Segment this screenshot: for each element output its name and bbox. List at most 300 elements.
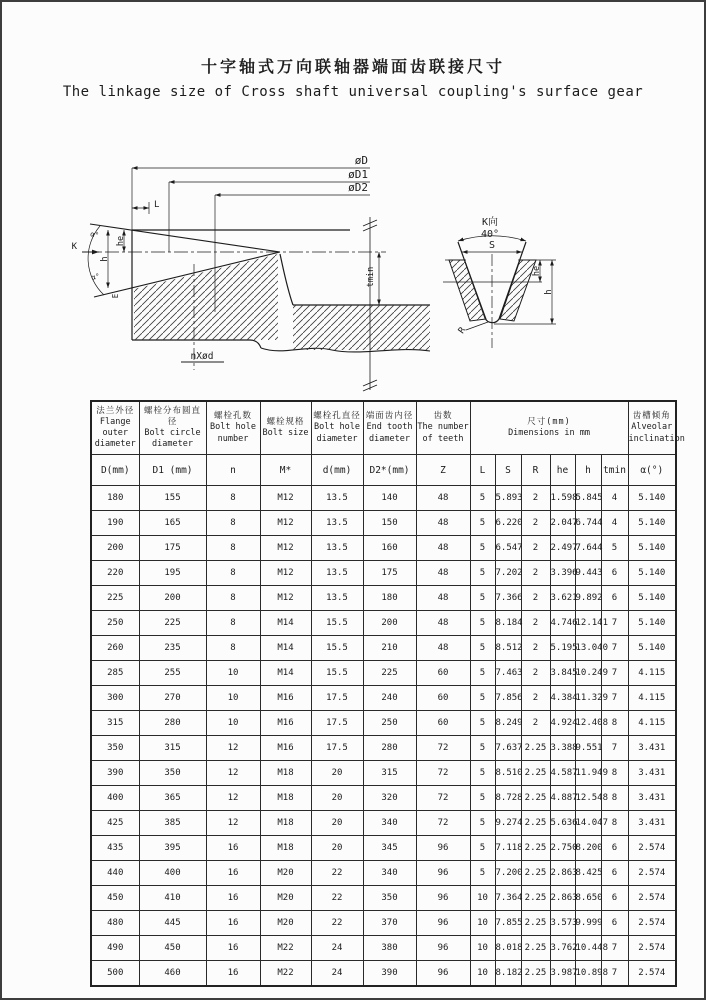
- table-cell: 48: [416, 636, 470, 661]
- table-cell: 11.329: [575, 686, 601, 711]
- table-cell: 2: [521, 536, 550, 561]
- symbol-r: R: [521, 455, 550, 486]
- table-cell: 12.141: [575, 611, 601, 636]
- table-cell: 4.115: [628, 711, 676, 736]
- table-cell: 9.551: [575, 736, 601, 761]
- table-cell: 260: [91, 636, 139, 661]
- table-cell: 2: [521, 686, 550, 711]
- table-cell: 445: [139, 911, 206, 936]
- table-cell: 7.366: [495, 586, 521, 611]
- table-row: [91, 736, 676, 761]
- table-cell: 96: [416, 886, 470, 911]
- table-cell: 5: [470, 511, 495, 536]
- table-cell: 5.140: [628, 561, 676, 586]
- table-cell: 340: [363, 861, 416, 886]
- table-cell: 10: [470, 911, 495, 936]
- table-cell: 2: [521, 711, 550, 736]
- table-cell: 17.5: [311, 686, 363, 711]
- table-row: [91, 786, 676, 811]
- table-cell: M18: [260, 786, 311, 811]
- table-cell: 16: [206, 936, 260, 961]
- table-cell: 160: [363, 536, 416, 561]
- table-cell: 10: [470, 961, 495, 987]
- table-row: [91, 561, 676, 586]
- table-cell: 285: [91, 661, 139, 686]
- table-row: [91, 511, 676, 536]
- table-cell: 5.140: [628, 511, 676, 536]
- table-cell: 6.547: [495, 536, 521, 561]
- table-cell: 10.249: [575, 661, 601, 686]
- table-cell: 3.762: [550, 936, 575, 961]
- table-cell: 1.598: [550, 486, 575, 511]
- table-cell: 2.574: [628, 886, 676, 911]
- table-row: [91, 761, 676, 786]
- table-cell: 7.202: [495, 561, 521, 586]
- symbol-d-small: d(mm): [311, 455, 363, 486]
- dim-label-h-left: h: [100, 256, 110, 262]
- table-cell: 15.5: [311, 661, 363, 686]
- table-cell: M12: [260, 561, 311, 586]
- table-cell: 12.408: [575, 711, 601, 736]
- table-cell: 180: [363, 586, 416, 611]
- table-row: [91, 686, 676, 711]
- table-cell: 22: [311, 886, 363, 911]
- table-cell: 165: [139, 511, 206, 536]
- table-cell: 10: [470, 936, 495, 961]
- table-cell: 4.384: [550, 686, 575, 711]
- table-cell: 200: [363, 611, 416, 636]
- table-cell: 9.999: [575, 911, 601, 936]
- table-cell: 200: [91, 536, 139, 561]
- table-cell: M22: [260, 961, 311, 987]
- table-cell: 5: [470, 736, 495, 761]
- table-cell: 22: [311, 861, 363, 886]
- table-cell: 13.5: [311, 536, 363, 561]
- table-cell: 2: [521, 636, 550, 661]
- table-cell: 5.636: [550, 811, 575, 836]
- view-label-k: K向: [481, 217, 499, 228]
- table-cell: 2.25: [521, 911, 550, 936]
- table-cell: 96: [416, 836, 470, 861]
- table-cell: 72: [416, 736, 470, 761]
- dim-label-tmin: tmin: [366, 266, 376, 288]
- table-cell: 8.425: [575, 861, 601, 886]
- table-cell: 340: [363, 811, 416, 836]
- symbol-he: he: [550, 455, 575, 486]
- table-cell: 2.25: [521, 936, 550, 961]
- table-cell: 175: [363, 561, 416, 586]
- table-cell: 280: [139, 711, 206, 736]
- table-cell: 9.274: [495, 811, 521, 836]
- table-row: [91, 936, 676, 961]
- table-cell: 2.574: [628, 836, 676, 861]
- table-cell: 8.512: [495, 636, 521, 661]
- table-row: [91, 486, 676, 511]
- table-cell: 440: [91, 861, 139, 886]
- table-cell: M14: [260, 636, 311, 661]
- table-cell: 13.5: [311, 561, 363, 586]
- table-cell: 3.431: [628, 811, 676, 836]
- table-row: [91, 611, 676, 636]
- dim-label-od1: øD1: [348, 168, 368, 181]
- table-cell: 435: [91, 836, 139, 861]
- table-cell: M12: [260, 511, 311, 536]
- table-cell: 2: [521, 511, 550, 536]
- table-cell: M12: [260, 536, 311, 561]
- table-cell: 8: [601, 786, 628, 811]
- table-cell: 7.855: [495, 911, 521, 936]
- table-cell: 3.431: [628, 761, 676, 786]
- table-cell: 60: [416, 711, 470, 736]
- table-cell: 2: [521, 561, 550, 586]
- table-cell: 7.364: [495, 886, 521, 911]
- symbol-d: D(mm): [91, 455, 139, 486]
- title-block: [2, 54, 704, 100]
- table-cell: 7.463: [495, 661, 521, 686]
- table-cell: 225: [139, 611, 206, 636]
- table-cell: 96: [416, 861, 470, 886]
- table-cell: 8: [206, 486, 260, 511]
- table-cell: 2.25: [521, 886, 550, 911]
- table-cell: 410: [139, 886, 206, 911]
- table-cell: 8.249: [495, 711, 521, 736]
- table-cell: 5: [470, 836, 495, 861]
- dim-label-l: L: [154, 200, 160, 210]
- table-cell: 2: [521, 661, 550, 686]
- dim-label-he-right: he: [532, 265, 542, 277]
- table-row: [91, 961, 676, 987]
- table-cell: 425: [91, 811, 139, 836]
- table-cell: 490: [91, 936, 139, 961]
- dim-label-od2: øD2: [348, 181, 368, 194]
- table-cell: M20: [260, 911, 311, 936]
- table-cell: 2.863: [550, 861, 575, 886]
- table-cell: 4.587: [550, 761, 575, 786]
- table-cell: 12: [206, 736, 260, 761]
- table-cell: 14.047: [575, 811, 601, 836]
- table-cell: M22: [260, 936, 311, 961]
- table-cell: 350: [363, 886, 416, 911]
- header-bolt-size: 螺栓规格 Bolt size: [260, 401, 311, 455]
- header-alveolar-inclination: 齿槽倾角 Alveolar inclination: [628, 401, 676, 455]
- table-cell: 150: [363, 511, 416, 536]
- table-cell: 6: [601, 836, 628, 861]
- table-cell: 380: [363, 936, 416, 961]
- table-cell: 2: [521, 586, 550, 611]
- table-cell: 2.574: [628, 861, 676, 886]
- table-cell: 48: [416, 561, 470, 586]
- table-cell: 5.140: [628, 611, 676, 636]
- angle-label-alpha-bottom: α°: [90, 272, 101, 282]
- table-cell: 7: [601, 736, 628, 761]
- table-cell: 13.5: [311, 486, 363, 511]
- flange-section-diagram: [82, 168, 430, 391]
- table-body: [91, 486, 676, 987]
- header-bolt-hole-diameter: 螺栓孔直径 Bolt hole diameter: [311, 401, 363, 455]
- table-cell: 10: [206, 686, 260, 711]
- table-cell: 7: [601, 936, 628, 961]
- table-cell: 6: [601, 561, 628, 586]
- table-cell: 3.396: [550, 561, 575, 586]
- table-cell: 16: [206, 886, 260, 911]
- table-cell: 5.140: [628, 586, 676, 611]
- angle-label-alpha-top: α°: [89, 230, 100, 240]
- dim-label-h-right: h: [544, 289, 554, 295]
- table-cell: 8: [206, 586, 260, 611]
- table-cell: 4.115: [628, 686, 676, 711]
- table-cell: 15.5: [311, 611, 363, 636]
- table-cell: 5.893: [495, 486, 521, 511]
- table-row: [91, 586, 676, 611]
- table-cell: 190: [91, 511, 139, 536]
- symbol-tmin: tmin: [601, 455, 628, 486]
- table-cell: 345: [363, 836, 416, 861]
- table-cell: 9.892: [575, 586, 601, 611]
- table-row: [91, 886, 676, 911]
- table-cell: 8.728: [495, 786, 521, 811]
- table-cell: 3.621: [550, 586, 575, 611]
- table-cell: 390: [363, 961, 416, 987]
- symbol-s: S: [495, 455, 521, 486]
- table-cell: 500: [91, 961, 139, 987]
- table-cell: 450: [139, 936, 206, 961]
- table-cell: 140: [363, 486, 416, 511]
- table-cell: 5: [470, 711, 495, 736]
- table-cell: 5: [470, 561, 495, 586]
- table-cell: 7.200: [495, 861, 521, 886]
- table-cell: 8.650: [575, 886, 601, 911]
- table-row: [91, 836, 676, 861]
- symbol-d2: D2*(mm): [363, 455, 416, 486]
- table-cell: 2.25: [521, 786, 550, 811]
- table-cell: 240: [363, 686, 416, 711]
- table-cell: 8: [206, 511, 260, 536]
- table-cell: 48: [416, 586, 470, 611]
- table-cell: 2.25: [521, 811, 550, 836]
- table-cell: 2.574: [628, 961, 676, 987]
- table-cell: 200: [139, 586, 206, 611]
- table-cell: M14: [260, 661, 311, 686]
- table-cell: 96: [416, 961, 470, 987]
- table-cell: 10.448: [575, 936, 601, 961]
- table-cell: 7: [601, 611, 628, 636]
- page-title-english: The linkage size of Cross shaft universal coupling's surface gear: [62, 84, 644, 100]
- table-cell: 5.140: [628, 636, 676, 661]
- table-cell: 11.949: [575, 761, 601, 786]
- table-cell: 7: [601, 686, 628, 711]
- table-cell: 12: [206, 786, 260, 811]
- table-cell: 8.184: [495, 611, 521, 636]
- header-row-groups: [91, 401, 676, 455]
- symbol-d1: D1 (mm): [139, 455, 206, 486]
- table-cell: 315: [363, 761, 416, 786]
- table-cell: 4: [601, 486, 628, 511]
- table-cell: 20: [311, 786, 363, 811]
- table-cell: 235: [139, 636, 206, 661]
- table-cell: 5: [470, 586, 495, 611]
- table-cell: 17.5: [311, 711, 363, 736]
- table-cell: 5: [470, 661, 495, 686]
- table-cell: 4.924: [550, 711, 575, 736]
- table-cell: 12: [206, 761, 260, 786]
- table-cell: 2.25: [521, 861, 550, 886]
- table-cell: 220: [91, 561, 139, 586]
- header-flange-outer-diameter: 法兰外径 Flange outer diameter: [91, 401, 139, 455]
- table-cell: 400: [139, 861, 206, 886]
- table-cell: 175: [139, 536, 206, 561]
- table-cell: 5: [470, 636, 495, 661]
- table-cell: 2.25: [521, 761, 550, 786]
- table-cell: 13.5: [311, 511, 363, 536]
- table-cell: 9.443: [575, 561, 601, 586]
- table-cell: M12: [260, 586, 311, 611]
- table-cell: M12: [260, 486, 311, 511]
- table-cell: 6: [601, 911, 628, 936]
- table-cell: 2: [521, 486, 550, 511]
- table-cell: 2.047: [550, 511, 575, 536]
- symbol-alpha: α(°): [628, 455, 676, 486]
- table-cell: 225: [91, 586, 139, 611]
- table-cell: 20: [311, 811, 363, 836]
- table-cell: M18: [260, 761, 311, 786]
- table-cell: 395: [139, 836, 206, 861]
- table-cell: 72: [416, 761, 470, 786]
- table-cell: M16: [260, 711, 311, 736]
- table-cell: 8.200: [575, 836, 601, 861]
- table-cell: 5: [601, 536, 628, 561]
- table-cell: M16: [260, 686, 311, 711]
- symbol-n: n: [206, 455, 260, 486]
- table-cell: 210: [363, 636, 416, 661]
- bolt-holes-label: nXød: [190, 351, 214, 362]
- table-cell: 300: [91, 686, 139, 711]
- table-cell: 6: [601, 886, 628, 911]
- table-cell: 60: [416, 686, 470, 711]
- dim-label-s: S: [488, 240, 496, 251]
- table-cell: 17.5: [311, 736, 363, 761]
- table-cell: 3.388: [550, 736, 575, 761]
- technical-drawings: [2, 130, 706, 398]
- table-cell: 3.987: [550, 961, 575, 987]
- table-cell: 365: [139, 786, 206, 811]
- header-bolt-circle-diameter: 螺栓分布圆直径 Bolt circle diameter: [139, 401, 206, 455]
- table-cell: 16: [206, 961, 260, 987]
- table-cell: 5: [470, 861, 495, 886]
- table-cell: 8.182: [495, 961, 521, 987]
- table-cell: 7: [601, 661, 628, 686]
- table-cell: 7.856: [495, 686, 521, 711]
- table-cell: 3.573: [550, 911, 575, 936]
- table-cell: 7: [601, 636, 628, 661]
- table-cell: 48: [416, 611, 470, 636]
- dim-label-od: øD: [354, 154, 368, 167]
- table-cell: 48: [416, 536, 470, 561]
- table-row: [91, 711, 676, 736]
- table-cell: 8.018: [495, 936, 521, 961]
- table-cell: 8: [206, 536, 260, 561]
- symbol-z: Z: [416, 455, 470, 486]
- table-row: [91, 661, 676, 686]
- angle-label-40: 40°: [480, 229, 500, 240]
- table-cell: 8: [206, 561, 260, 586]
- table-cell: 5: [470, 811, 495, 836]
- table-cell: M20: [260, 886, 311, 911]
- table-cell: M18: [260, 836, 311, 861]
- table-cell: 10: [206, 661, 260, 686]
- table-cell: 4.115: [628, 661, 676, 686]
- table-cell: 8.510: [495, 761, 521, 786]
- table-cell: 4.746: [550, 611, 575, 636]
- table-cell: 24: [311, 961, 363, 987]
- table-cell: 5.140: [628, 536, 676, 561]
- table-cell: 20: [311, 836, 363, 861]
- table-cell: 2.574: [628, 936, 676, 961]
- table-row: [91, 636, 676, 661]
- header-number-of-teeth: 齿数 The number of teeth: [416, 401, 470, 455]
- table-cell: 10.898: [575, 961, 601, 987]
- table-cell: 2.25: [521, 736, 550, 761]
- table-cell: 12: [206, 811, 260, 836]
- table-cell: 250: [91, 611, 139, 636]
- table-cell: 6.744: [575, 511, 601, 536]
- table-cell: 350: [139, 761, 206, 786]
- table-row: [91, 911, 676, 936]
- table-row: [91, 861, 676, 886]
- table-cell: 5: [470, 761, 495, 786]
- table-cell: 6.220: [495, 511, 521, 536]
- table-cell: 270: [139, 686, 206, 711]
- table-cell: 96: [416, 911, 470, 936]
- table-cell: 8: [601, 811, 628, 836]
- table-cell: 22: [311, 911, 363, 936]
- table-cell: 5: [470, 486, 495, 511]
- table-cell: 315: [91, 711, 139, 736]
- table-cell: 7.118: [495, 836, 521, 861]
- header-row-symbols: [91, 455, 676, 486]
- table-cell: M16: [260, 736, 311, 761]
- spec-table: [90, 400, 685, 987]
- table-cell: 5: [470, 786, 495, 811]
- table-cell: 2.25: [521, 961, 550, 987]
- table-cell: 8: [601, 711, 628, 736]
- table-cell: 7: [601, 961, 628, 987]
- page-title-chinese: 十字轴式万向联轴器端面齿联接尺寸: [200, 57, 505, 76]
- table-cell: M18: [260, 811, 311, 836]
- table-cell: 24: [311, 936, 363, 961]
- table-cell: 12.548: [575, 786, 601, 811]
- table-cell: 10: [470, 886, 495, 911]
- table-cell: 13.040: [575, 636, 601, 661]
- table-cell: 5: [470, 536, 495, 561]
- symbol-h: h: [575, 455, 601, 486]
- table-cell: 450: [91, 886, 139, 911]
- table-cell: 400: [91, 786, 139, 811]
- table-cell: 195: [139, 561, 206, 586]
- table-cell: 8: [601, 761, 628, 786]
- table-cell: 3.431: [628, 786, 676, 811]
- table-cell: 13.5: [311, 586, 363, 611]
- table-cell: M20: [260, 861, 311, 886]
- table-row: [91, 811, 676, 836]
- table-cell: 350: [91, 736, 139, 761]
- table-cell: 2.750: [550, 836, 575, 861]
- table-cell: 250: [363, 711, 416, 736]
- table-cell: 16: [206, 911, 260, 936]
- table-cell: 385: [139, 811, 206, 836]
- table-cell: M14: [260, 611, 311, 636]
- header-bolt-hole-number: 螺栓孔数 Bolt hole number: [206, 401, 260, 455]
- table-cell: 5.140: [628, 486, 676, 511]
